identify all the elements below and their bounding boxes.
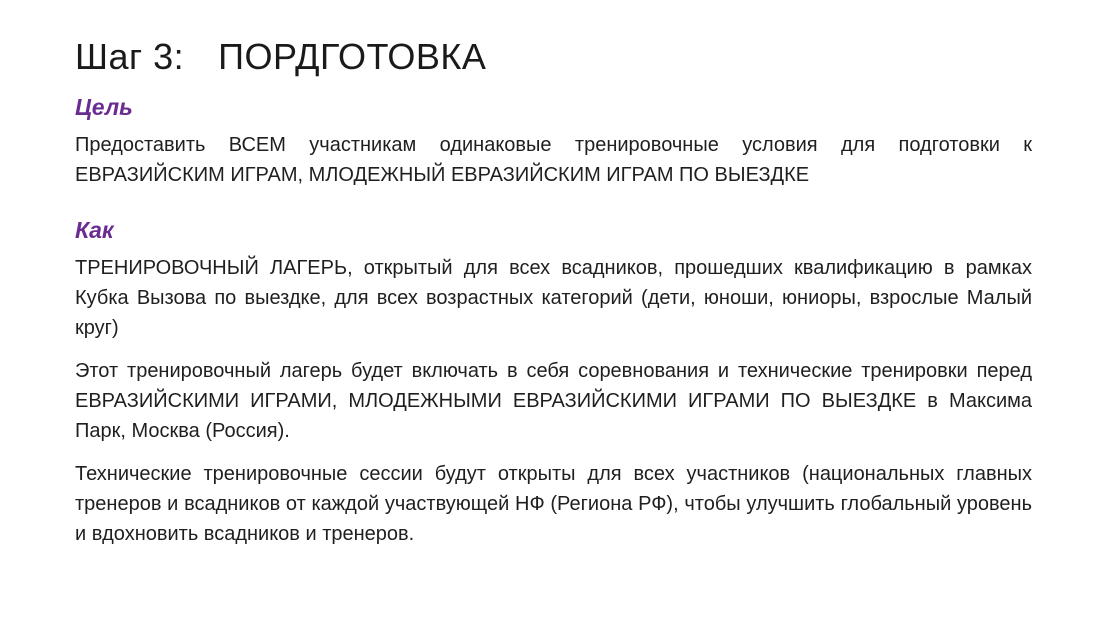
paragraph-how-technical-sessions: Технические тренировочные сессии будут открыты для всех участников (национальных главных тренеров и всадников от каждой участвующей НФ (Региона РФ), чтобы улучшить глобальный уровень и вдохновить всадников и тренеров. xyxy=(75,463,1032,545)
paragraph-how-camp-contents: Этот тренировочный лагерь будет включать в себя соревнования и технические тренировки перед ЕВРАЗИЙСКИМИ ИГРАМИ, МЛОДЕЖНЫМИ ЕВРАЗИЙСКИМИ ИГРАМИ ПО ВЫЕЗДКЕ в Максима Парк, Москва (Россия). xyxy=(75,360,1032,442)
slide-title xyxy=(75,36,1032,78)
slide-title-step: Шаг 3: xyxy=(75,36,185,77)
slide-title-topic: ПОРДГОТОВКА xyxy=(218,36,487,77)
section-heading-goal: Цель xyxy=(75,94,133,120)
paragraph-how-training-camp: ТРЕНИРОВОЧНЫЙ ЛАГЕРЬ, открытый для всех всадников, прошедших квалификацию в рамках Кубка Вызова по выездке, для всех возрастных категорий (дети, юноши, юниоры, взрослые Малый круг) xyxy=(75,257,1032,339)
paragraph-goal: Предоставить ВСЕМ участникам одинаковые тренировочные условия для подготовки к ЕВРАЗИЙСКИМ ИГРАМ, МЛОДЕЖНЫЙ ЕВРАЗИЙСКИМ ИГРАМ ПО ВЫЕЗДКЕ xyxy=(75,134,1032,186)
section-heading-how: Как xyxy=(75,217,114,243)
